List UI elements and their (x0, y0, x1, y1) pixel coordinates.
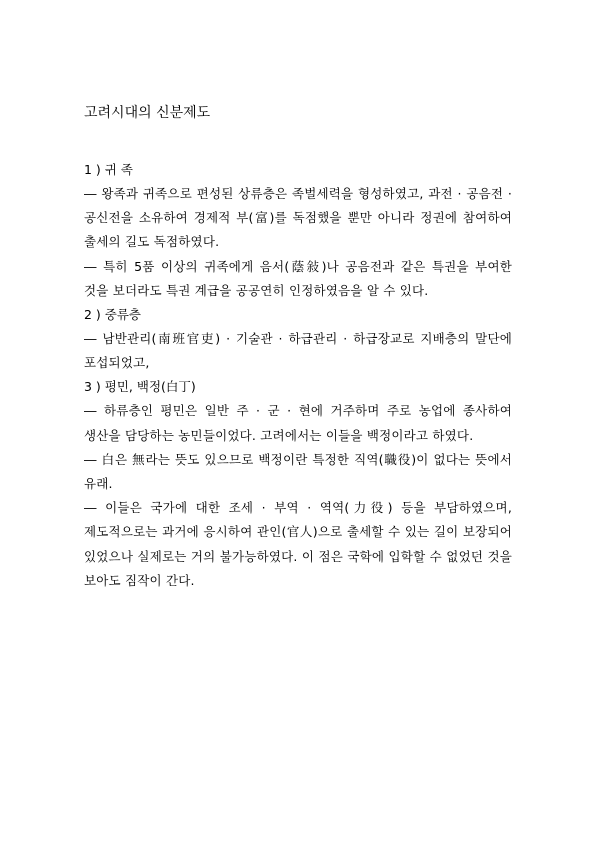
section-heading: 1 ) 귀 족 (84, 162, 133, 177)
paragraph: ― 왕족과 귀족으로 편성된 상류층은 족벌세력을 형성하였고, 과전 · 공음전 · 공신전을 소유하여 경제적 부(富)를 독점했을 뿐만 아니라 정권에 참여하여 출세의 길도 독점하였다. (84, 186, 512, 250)
document-body (84, 158, 512, 593)
paragraph: ― 남반관리(南班官吏) · 기술관 · 하급관리 · 하급장교로 지배층의 말단에 포섭되었고, (84, 331, 512, 371)
section-nobility (84, 158, 512, 303)
paragraph: ― 이들은 국가에 대한 조세 · 부역 · 역역(力役) 등을 부담하였으며,제도적으로는 과거에 응시하여 관인(官人)으로 출세할 수 있는 길이 보장되어 있었으나 실제로는 거의 불가능하였다. 이 점은 국학에 입학할 수 없었던 것을 보아도 짐작이 간다. (84, 500, 512, 588)
paragraph: ― 白은 無라는 뜻도 있으므로 백정이란 특정한 직역(職役)이 없다는 뜻에서 유래. (84, 451, 512, 492)
section-middle-class (84, 303, 512, 375)
paragraph: ― 특히 5품 이상의 귀족에게 음서(蔭敍)나 공음전과 같은 특권을 부여한 것을 보더라도 특권 계급을 공공연히 인정하였음을 알 수 있다. (84, 258, 512, 298)
section-heading: 2 ) 중류층 (84, 307, 142, 323)
document-title: 고려시대의 신분제도 (84, 105, 211, 121)
paragraph: ― 하류층인 평민은 일반 주 · 군 · 현에 거주하며 주로 농업에 종사하여 생산을 담당하는 농민들이었다. 고려에서는 이들을 백정이라고 하였다. (84, 403, 512, 443)
section-commoners (84, 375, 512, 593)
section-heading: 3 ) 평민, 백정(白丁) (84, 379, 196, 395)
